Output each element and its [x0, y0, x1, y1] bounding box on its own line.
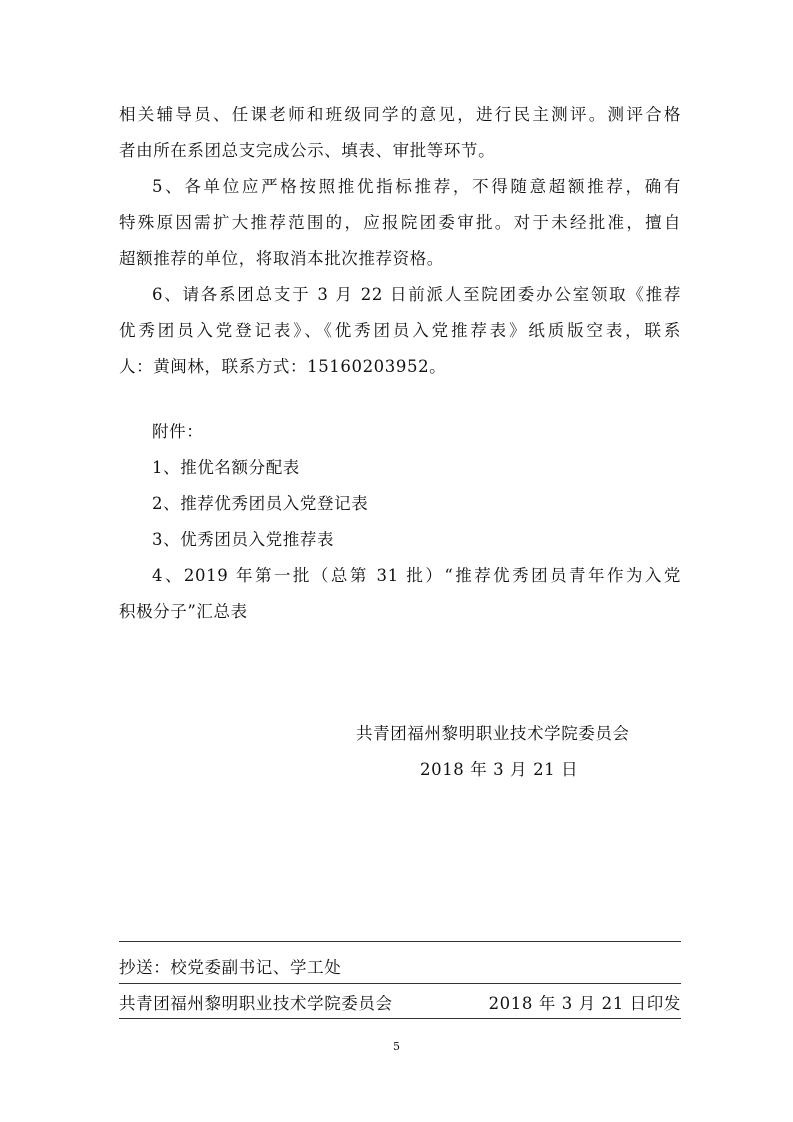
attachment-item: 2、推荐优秀团员入党登记表	[152, 494, 369, 513]
attachment-item: 1、推优名额分配表	[152, 458, 300, 477]
body-text-line: 人：黄闽林，联系方式：15160203952。	[119, 357, 447, 376]
page-number: 5	[393, 1040, 400, 1053]
body-text-line: 特殊原因需扩大推荐范围的，应报院团委审批。对于未经批准，擅自	[119, 213, 681, 232]
attachments-heading: 附件：	[152, 422, 204, 441]
issuer-row	[119, 992, 681, 1016]
footer-middle-rule	[119, 983, 681, 984]
body-text-line: 者由所在系团总支完成公示、填表、审批等环节。	[119, 141, 496, 160]
footer-bottom-rule	[119, 1018, 681, 1019]
attachment-item: 积极分子”汇总表	[119, 602, 248, 621]
signature-date: 2018 年 3 月 21 日	[420, 760, 579, 779]
attachment-item: 4、2019 年第一批（总第 31 批）“推荐优秀团员青年作为入党	[152, 566, 681, 585]
issuer-name: 共青团福州黎明职业技术学院委员会	[119, 994, 393, 1013]
body-text-line: 优秀团员入党登记表》、《优秀团员入党推荐表》纸质版空表，联系	[119, 321, 681, 340]
body-text-line: 5、各单位应严格按照推优指标推荐，不得随意超额推荐，确有	[152, 177, 681, 196]
signature-organization: 共青团福州黎明职业技术学院委员会	[356, 724, 630, 743]
cc-line: 抄送：校党委副书记、学工处	[119, 958, 342, 977]
footer-top-rule	[119, 941, 681, 942]
body-text-line: 超额推荐的单位，将取消本批次推荐资格。	[119, 249, 444, 268]
body-text-line: 相关辅导员、任课老师和班级同学的意见，进行民主测评。测评合格	[119, 105, 681, 124]
body-text-line: 6、请各系团总支于 3 月 22 日前派人至院团委办公室领取《推荐	[152, 285, 681, 304]
issue-date: 2018 年 3 月 21 日印发	[488, 994, 681, 1013]
attachment-item: 3、优秀团员入党推荐表	[152, 530, 335, 549]
